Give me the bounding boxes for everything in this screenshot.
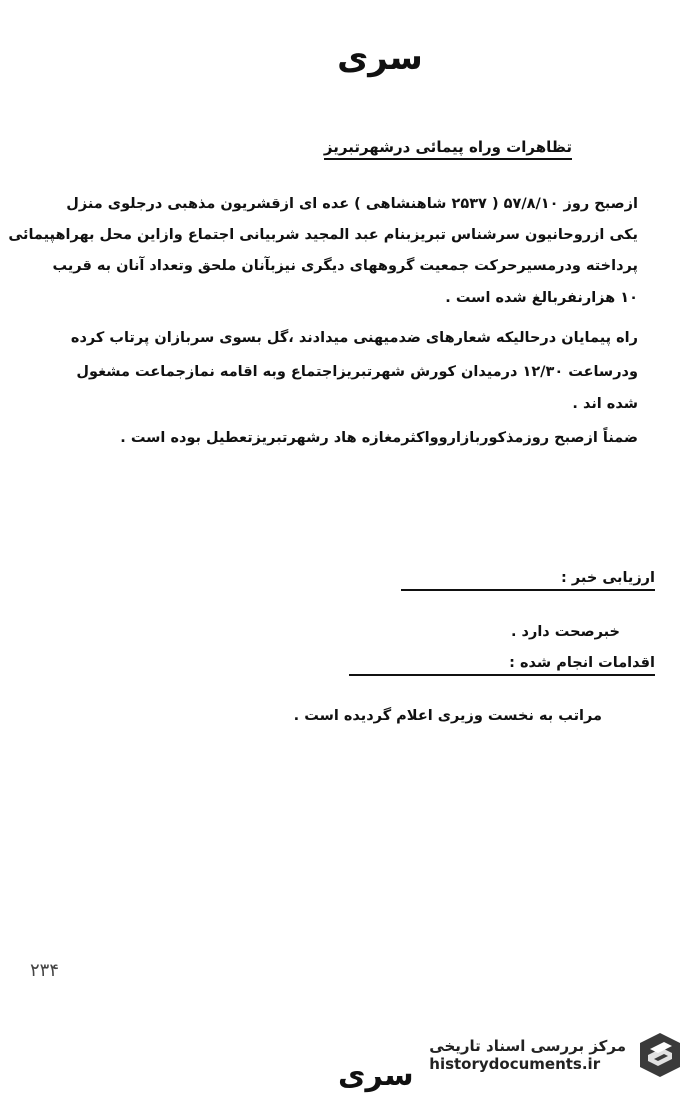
body-line: ۱۰ هزارنفربالغ شده است . (445, 290, 638, 306)
watermark-text (429, 1037, 626, 1073)
assessment-label (401, 570, 655, 591)
actions-label (349, 655, 655, 676)
body-line: یکی ازروحانیون سرشناس تبریزبنام عبد المجید شربیانی اجتماع وازاین محل بهراهپیمائی (8, 227, 638, 243)
body-line: ضمناً ازصبح روزمذکوربازاروواکثرمغازه هاد رشهرتبریزتعطیل بوده است . (120, 430, 638, 446)
page-number-mark: ۲۳۴ (30, 960, 60, 981)
watermark (386, 1024, 686, 1086)
watermark-url: historydocuments.ir (429, 1055, 601, 1073)
classification-stamp-bottom: سری (338, 1058, 414, 1093)
body-line: ودرساعت ۱۲/۳۰ درمیدان کورش شهرتبریزاجتماع وبه اقامه نمازجماعت مشغول (76, 364, 638, 380)
body-line: شده اند . (572, 396, 638, 412)
assessment-label-text: ارزیابی خبر : (401, 570, 655, 591)
body-line: ازصبح روز ۵۷/۸/۱۰ ( ۲۵۳۷ شاهنشاهی ) عده ای ازقشریون مذهبی درجلوی منزل (66, 196, 638, 212)
report-title: تظاهرات وراه پیمائی درشهرتبریز (324, 138, 572, 160)
archive-logo-icon (634, 1029, 686, 1081)
actions-label-text: اقدامات انجام شده : (349, 655, 655, 676)
body-line: پرداخته ودرمسیرحرکت جمعیت گروههای دیگری نیزبآنان ملحق وتعداد آنان به قریب (52, 258, 638, 274)
actions-text: مراتب به نخست وزیری اعلام گردیده است . (293, 708, 602, 724)
body-line: راه پیمایان درحالیکه شعارهای ضدمیهنی میدادند ،گل بسوی سربازان پرتاب کرده (70, 330, 638, 346)
watermark-title: مرکز بررسی اسناد تاریخی (429, 1037, 626, 1055)
classification-stamp-top: سری (337, 38, 423, 78)
assessment-text: خبرصحت دارد . (510, 624, 620, 640)
